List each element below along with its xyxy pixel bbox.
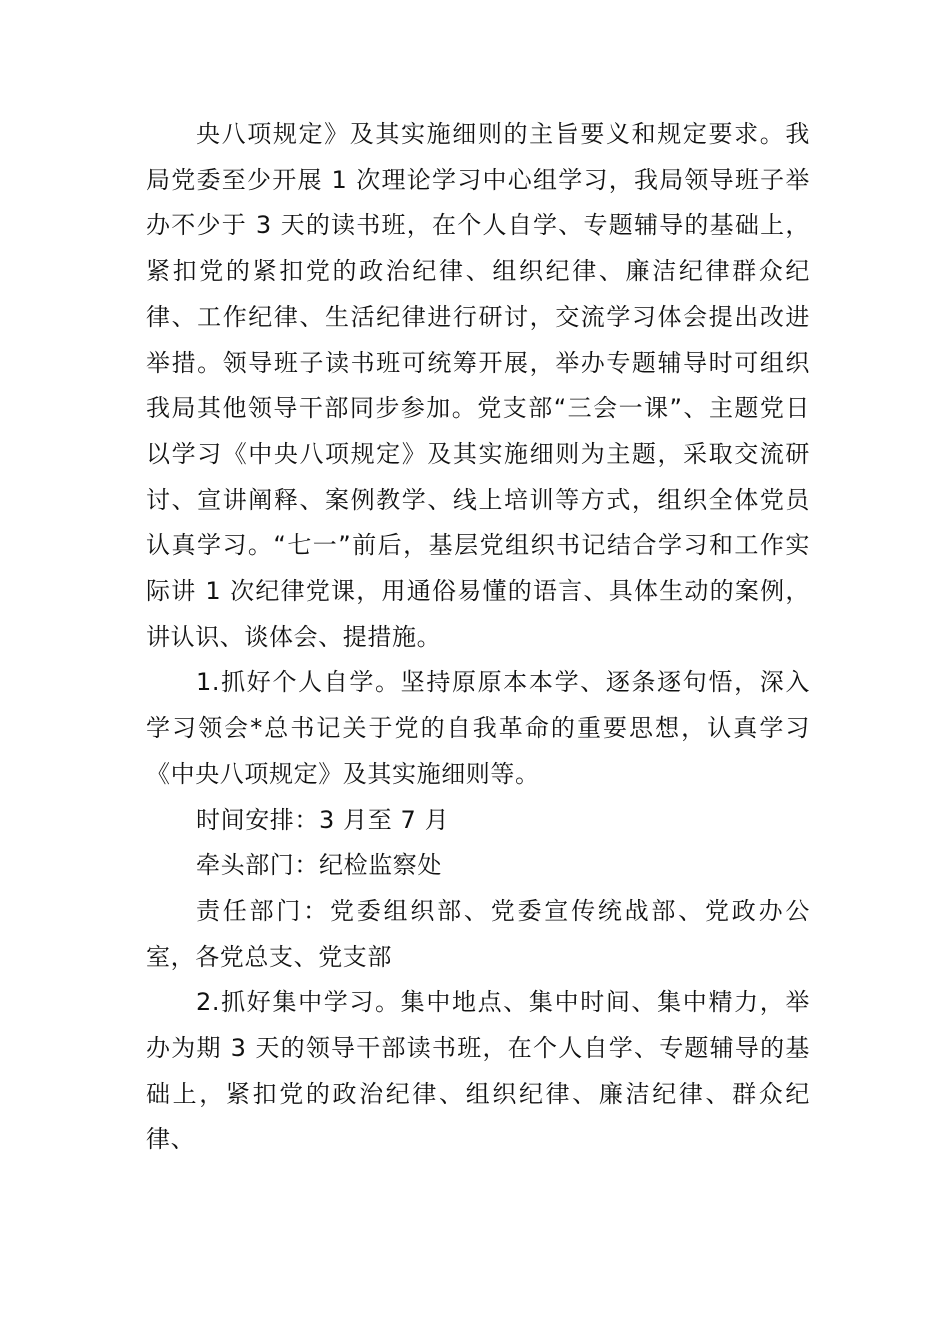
paragraph-lead-department: 牵头部门：纪检监察处 bbox=[196, 851, 442, 880]
paragraph-schedule: 时间安排：3 月至 7 月 bbox=[196, 805, 450, 834]
paragraph-self-study: 1.抓好个人自学。坚持原原本本学、逐条逐句悟，深入学习领会*总书记关于党的自我革命的重要思想，认真学习《中央八项规定》及其实施细则等。 bbox=[146, 668, 810, 788]
paragraph-responsible-departments: 责任部门：党委组织部、党委宣传统战部、党政办公室，各党总支、党支部 bbox=[146, 896, 810, 971]
paragraph-group-study: 2.抓好集中学习。集中地点、集中时间、集中精力，举办为期 3 天的领导干部读书班，在个人自学、专题辅导的基础上，紧扣党的政治纪律、组织纪律、廉洁纪律、群众纪律、 bbox=[146, 988, 810, 1154]
paragraph-study-requirements: 央八项规定》及其实施细则的主旨要义和规定要求。我局党委至少开展 1 次理论学习中心组学习，我局领导班子举办不少于 3 天的读书班，在个人自学、专题辅导的基础上，紧扣党的紧扣党的政治纪律、组织纪律、廉洁纪律群众纪律、工作纪律、生活纪律进行研讨，交流学习体会提出改进举措。领导班子读书班可统筹开展，举办专题辅导时可组织我局其他领导干部同步参加。党支部“三会一课”、主题党日以学习《中央八项规定》及其实施细则为主题，采取交流研讨、宣讲阐释、案例教学、线上培训等方式，组织全体党员认真学习。“七一”前后，基层党组织书记结合学习和工作实际讲 1 次纪律党课，用通俗易懂的语言、具体生动的案例，讲认识、谈体会、提措施。 bbox=[146, 120, 810, 651]
document-body bbox=[146, 112, 810, 1163]
